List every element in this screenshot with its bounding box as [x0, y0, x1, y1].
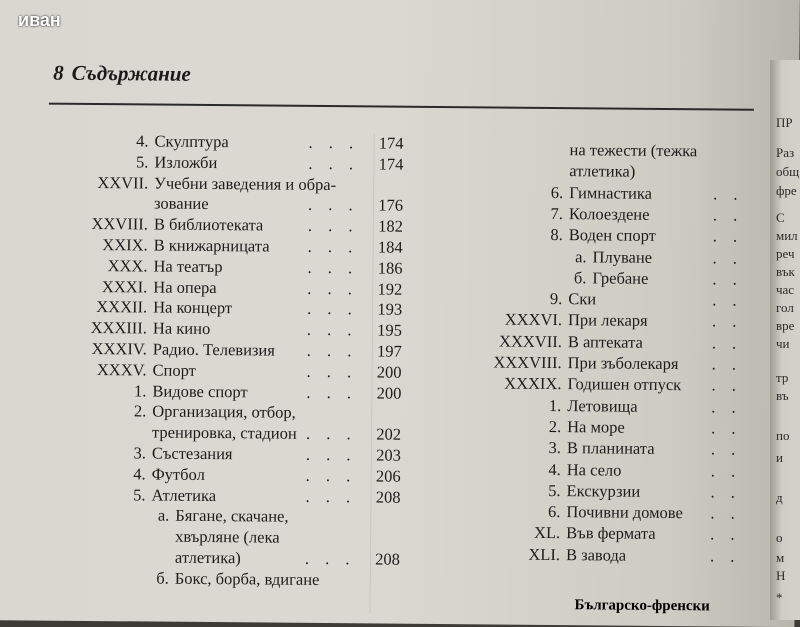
- toc-entry-number: 4.: [133, 464, 146, 484]
- toc-entry-title: Гребане: [592, 268, 649, 288]
- toc-entry-number: [458, 154, 563, 155]
- toc-page-number: 206: [375, 466, 401, 486]
- toc-page-number: 200: [376, 383, 402, 403]
- toc-entry-title: Видове спорт: [152, 381, 248, 401]
- toc-leader-dots: . .: [712, 269, 743, 289]
- toc-entry-number: б.: [156, 568, 169, 588]
- toc-entry-title: Гимнастика: [569, 182, 653, 203]
- toc-entry: [56, 401, 296, 423]
- toc-page-number: 208: [375, 549, 401, 569]
- toc-entry-title: Радио. Телевизия: [152, 339, 275, 360]
- toc-leader-dots: . .: [709, 546, 741, 566]
- toc-entry-number: 5.: [133, 484, 146, 505]
- toc-entry-title: В библиотеката: [153, 214, 264, 235]
- toc-leader-dots: . .: [711, 333, 743, 353]
- toc-entry-title: Състезания: [151, 443, 233, 464]
- toc-leader-dots: . . .: [307, 299, 358, 319]
- toc-entry-title: Организация, отбор,: [152, 401, 296, 423]
- toc-page-number: 208: [375, 487, 401, 507]
- toc-entry: [455, 501, 683, 523]
- toc-leader-dots: . . .: [306, 320, 358, 340]
- toc-leader-dots: . . .: [304, 548, 356, 569]
- facing-page-text-fragment: фре: [776, 183, 797, 198]
- toc-entry-number: 2.: [548, 416, 562, 436]
- toc-entry-number: 6.: [550, 182, 564, 202]
- toc-entry: [55, 484, 216, 505]
- toc-entry-number: XXVII.: [97, 172, 149, 193]
- toc-leader-dots: . . .: [308, 153, 360, 174]
- toc-entry-title: хвърляне (лека: [175, 526, 280, 547]
- toc-entry-number: XXX.: [107, 255, 148, 276]
- toc-entry: [59, 131, 229, 152]
- toc-entry-number: XXXVII.: [499, 331, 562, 351]
- toc-page-number: 202: [376, 424, 402, 444]
- toc-entry-title: На море: [567, 417, 625, 437]
- toc-entry: [57, 318, 210, 339]
- toc-entry-title: зование: [153, 193, 209, 214]
- toc-entry-number: а.: [157, 505, 170, 526]
- toc-entry-number: 5.: [135, 152, 149, 172]
- toc-leader-dots: . . .: [305, 486, 357, 506]
- toc-entry-number: XXXII.: [96, 297, 148, 317]
- toc-entry-title: Скулптура: [154, 131, 229, 152]
- toc-leader-dots: . . .: [305, 424, 357, 444]
- toc-entry-title: Екскурзии: [566, 480, 641, 501]
- facing-page-text-fragment: о: [776, 530, 783, 545]
- toc-entry-number: 1.: [548, 395, 562, 415]
- toc-leader-dots: . .: [711, 311, 743, 332]
- toc-entry-title: На опера: [153, 277, 217, 297]
- toc-leader-dots: . . .: [307, 195, 359, 215]
- toc-entry-number: [58, 208, 148, 209]
- toc-page-number: 192: [377, 279, 403, 299]
- toc-entry: [58, 214, 264, 236]
- toc-entry-title: Изложби: [154, 152, 218, 172]
- toc-entry-title: Футбол: [151, 464, 205, 484]
- toc-entry-title: Спорт: [152, 360, 197, 380]
- toc-entry-title: Бокс, борба, вдигане: [174, 568, 320, 589]
- toc-entry-title: Годишен отпуск: [567, 374, 682, 395]
- facing-page-text-fragment: чи: [776, 336, 790, 351]
- toc-page-number: 203: [376, 445, 401, 465]
- toc-leader-dots: . .: [710, 439, 742, 459]
- toc-entry-title: На театър: [153, 256, 223, 276]
- toc-leader-dots: . . .: [307, 257, 359, 278]
- toc-entry-number: XXXVI.: [504, 309, 563, 330]
- toc-page-number: 174: [378, 154, 404, 174]
- toc-entry-number: [458, 175, 563, 176]
- toc-entry-title: Учебни заведения и обра-: [154, 173, 337, 194]
- toc-leader-dots: . .: [710, 482, 742, 502]
- toc-entry-number: 3.: [133, 443, 146, 463]
- toc-entry-number: [55, 562, 145, 563]
- toc-entry-title: Колоездене: [568, 204, 650, 224]
- toc-entry-title: Бягане, скачане,: [175, 506, 289, 527]
- toc-entry-number: 4.: [548, 459, 561, 479]
- toc-leader-dots: . .: [712, 247, 744, 268]
- facing-page-text-fragment: С: [776, 210, 785, 225]
- toc-entry-title: При зъболекаря: [567, 353, 679, 374]
- toc-entry-number: XLI.: [528, 544, 561, 564]
- toc-entry: [58, 172, 336, 194]
- facing-page-text-fragment: м: [776, 550, 785, 565]
- facing-page-text-fragment: общ: [776, 164, 800, 179]
- toc-entry-number: XL.: [533, 523, 561, 543]
- toc-entry: [57, 276, 217, 297]
- toc-entry: [58, 193, 209, 214]
- toc-leader-dots: . .: [710, 503, 741, 523]
- toc-entry-number: XXXV.: [96, 359, 147, 380]
- page-number: 8: [53, 60, 64, 85]
- toc-entry-number: XXXI.: [101, 276, 148, 297]
- toc-entry-title: атлетика): [174, 547, 241, 568]
- toc-entry-title: На село: [566, 459, 622, 480]
- toc-page-number: 174: [378, 133, 404, 153]
- toc-leader-dots: . .: [711, 375, 742, 395]
- facing-page-text-fragment: и: [776, 450, 783, 465]
- toc-leader-dots: . .: [712, 226, 744, 246]
- toc-entry-number: XXVIII.: [91, 214, 148, 234]
- toc-entry-number: XXXIX.: [504, 373, 562, 394]
- toc-entry-title: Атлетика: [151, 485, 217, 505]
- toc-page-number: 200: [376, 362, 402, 382]
- toc-entry-title: В планината: [566, 438, 655, 459]
- page-header: [53, 61, 191, 87]
- toc-entry-title: Във фермата: [566, 523, 656, 544]
- toc-entry: [456, 416, 625, 437]
- toc-leader-dots: . .: [711, 354, 743, 374]
- toc-entry: [455, 544, 626, 565]
- toc-page-number: 193: [377, 299, 403, 320]
- facing-page-text-fragment: по: [776, 428, 790, 443]
- facing-page-edge: [770, 60, 800, 620]
- toc-leader-dots: . . .: [308, 132, 360, 153]
- toc-entry: [55, 547, 241, 569]
- toc-entry: [55, 567, 320, 589]
- toc-entry-number: 7.: [550, 203, 564, 223]
- toc-entry: [57, 339, 275, 361]
- toc-entry-number: б.: [573, 267, 587, 288]
- toc-entry-number: 2.: [133, 401, 147, 421]
- toc-entry: [458, 246, 653, 268]
- toc-entry-number: [56, 437, 146, 438]
- toc-page-number: 182: [378, 216, 403, 236]
- toc-leader-dots: . .: [711, 418, 742, 438]
- toc-leader-dots: . .: [710, 460, 742, 481]
- toc-entry: [57, 297, 232, 319]
- toc-page-number: 197: [376, 341, 402, 361]
- toc-entry-number: XXXIV.: [91, 338, 147, 359]
- toc-entry-number: 6.: [547, 502, 561, 522]
- header-rule: [49, 103, 754, 111]
- facing-page-text-fragment: д: [776, 490, 783, 505]
- toc-page-number: 186: [377, 258, 403, 278]
- toc-entry-number: [55, 541, 145, 542]
- toc-entry: [56, 422, 297, 444]
- toc-entry: [455, 480, 640, 502]
- toc-entry-number: XXXIII.: [90, 318, 148, 338]
- page-title: Съдържание: [71, 60, 191, 86]
- toc-entry-number: 8.: [550, 225, 563, 245]
- facing-page-text-fragment: Н: [776, 568, 786, 583]
- toc-entry-title: При лекаря: [567, 310, 648, 331]
- toc-leader-dots: . .: [712, 290, 743, 310]
- toc-entry: [457, 310, 648, 332]
- toc-entry: [457, 352, 679, 374]
- toc-leader-dots: . . .: [305, 465, 357, 486]
- toc-entry: [457, 331, 643, 353]
- toc-entry-title: В завода: [565, 544, 627, 565]
- toc-leader-dots: . . .: [306, 340, 358, 361]
- toc-entry: [456, 395, 637, 417]
- toc-entry: [458, 182, 652, 204]
- toc-entry-number: 9.: [549, 289, 563, 309]
- toc-entry: [55, 505, 288, 527]
- toc-leader-dots: . .: [710, 524, 741, 545]
- toc-entry-title: На кино: [152, 318, 211, 339]
- facing-page-text-fragment: мил: [776, 228, 798, 243]
- toc-page-number: 195: [377, 320, 403, 340]
- toc-leader-dots: . . .: [307, 216, 359, 236]
- facing-page-text-fragment: ПР: [776, 115, 793, 130]
- toc-entry: [458, 203, 650, 225]
- facing-page-text-fragment: тр: [776, 370, 789, 385]
- toc-entry: [458, 139, 697, 161]
- watermark-username: иван: [18, 10, 61, 30]
- toc-entry: [457, 267, 648, 289]
- toc-page-number: 176: [378, 195, 404, 216]
- toc-entry: [57, 359, 197, 380]
- toc-entry-number: а.: [575, 246, 587, 266]
- facing-page-text-fragment: вре: [776, 318, 795, 333]
- toc-entry-title: Воден спорт: [568, 225, 656, 246]
- toc-entry-title: на тежести (тежка: [569, 140, 698, 161]
- toc-entry: [56, 380, 247, 402]
- toc-page-number: 184: [377, 237, 403, 257]
- toc-entry-number: XXIX.: [102, 235, 148, 255]
- toc-leader-dots: . . .: [305, 444, 357, 465]
- toc-entry-number: 4.: [136, 131, 149, 151]
- footer-fragment: Българско-френски: [574, 597, 710, 615]
- toc-entry: [55, 526, 280, 548]
- toc-entry: [456, 459, 622, 480]
- toc-leader-dots: . .: [711, 396, 742, 417]
- toc-entry: [58, 235, 270, 257]
- facing-page-text-fragment: вък: [776, 264, 795, 279]
- toc-entry: [457, 288, 596, 309]
- toc-entry: [458, 160, 635, 182]
- toc-entry-number: 3.: [548, 438, 562, 458]
- toc-entry: [456, 373, 681, 395]
- toc-leader-dots: . . .: [306, 361, 358, 382]
- toc-entry: [456, 437, 655, 459]
- toc-entry-number: 5.: [548, 480, 561, 500]
- toc-entry: [57, 255, 222, 276]
- facing-page-text-fragment: въ: [776, 388, 789, 403]
- toc-leader-dots: . .: [712, 205, 744, 225]
- toc-entry-title: На концерт: [153, 297, 233, 318]
- toc-entry-title: Ски: [568, 289, 597, 309]
- facing-page-text-fragment: реч: [776, 246, 795, 261]
- toc-entry-title: Почивни домове: [566, 502, 683, 523]
- toc-leader-dots: . . .: [307, 278, 359, 298]
- facing-page-text-fragment: *: [776, 590, 783, 605]
- toc-entry-number: XXXVIII.: [493, 352, 562, 373]
- toc-entry: [56, 463, 205, 484]
- toc-leader-dots: . .: [713, 184, 744, 204]
- toc-entry-title: В аптеката: [567, 331, 643, 352]
- toc-leader-dots: . . .: [307, 236, 359, 257]
- toc-entry: [58, 151, 217, 172]
- toc-entry-title: тренировка, стадион: [151, 422, 297, 443]
- toc-leader-dots: . . .: [306, 382, 358, 402]
- toc-entry: [56, 443, 233, 465]
- toc-entry-number: 1.: [133, 380, 147, 401]
- toc-entry-title: атлетика): [569, 161, 636, 182]
- toc-entry-title: Плуване: [592, 246, 653, 267]
- toc-entry-title: В книжарницата: [153, 235, 270, 256]
- facing-page-text-fragment: гол: [776, 300, 794, 315]
- toc-entry: [455, 523, 656, 545]
- facing-page-text-fragment: Раз: [776, 145, 795, 160]
- toc-entry: [458, 224, 656, 246]
- toc-entry-title: Летовища: [567, 395, 638, 416]
- facing-page-text-fragment: час: [776, 282, 795, 297]
